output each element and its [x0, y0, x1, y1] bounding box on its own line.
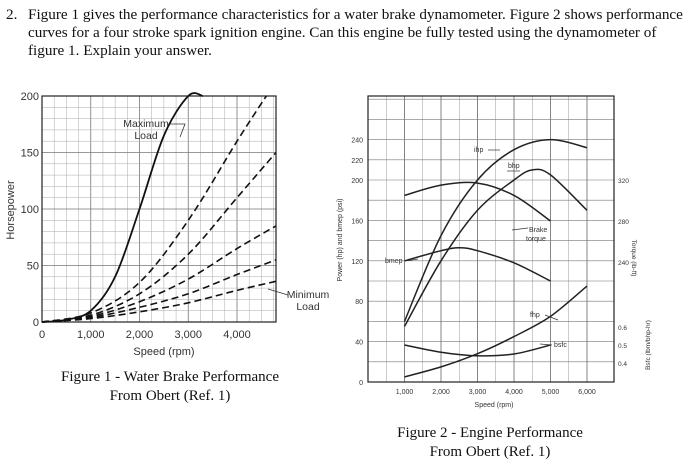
figure2: [337, 96, 652, 409]
figure2-caption-line1: Figure 2 - Engine Performance: [397, 425, 583, 441]
figure1-x-ticks: [39, 329, 251, 341]
figure1-ytick: 100: [20, 204, 39, 216]
figure1-ytick: 50: [26, 260, 39, 273]
label-minimum: Minimum: [286, 289, 330, 301]
figure1-ytick: 0: [32, 317, 39, 329]
minimum-load-leader: [268, 289, 288, 295]
label-brake: Brake: [529, 227, 548, 234]
figure2-torque-ticks: [618, 178, 629, 267]
figure2-ytick: 0: [359, 380, 363, 387]
figure2-ytick: 40: [355, 339, 363, 347]
question-text: Figure 1 gives the performance characteristics for a water brake dynamometer. Figure 2 shows performance curves for a four stroke spark ignition engine. Can this engine be fully tested using the dynamometer of figure 1. Explain your answer.: [28, 6, 683, 59]
figure1-series-6: [42, 281, 276, 322]
figure2-ylabel-bsfc: Bsfc (lbm/bhp-hr): [645, 320, 652, 370]
label-ihp: ihp: [474, 147, 484, 154]
figure2-ytick: 80: [355, 299, 363, 307]
figure2-ylabel-left: Power (hp) and bmep (psi): [337, 198, 344, 282]
maximum-load-leader: [170, 124, 185, 137]
figure1-caption-line1: Figure 1 - Water Brake Performance: [60, 369, 279, 385]
figure2-xtick: 4,000: [505, 389, 523, 396]
figure1-xlabel: Speed (rpm): [133, 346, 195, 358]
figure2-bsfc-tick: 0.6: [618, 325, 628, 332]
figure2-xtick: 6,000: [578, 389, 596, 396]
question-number: 2.: [6, 6, 18, 23]
figure1-series-5: [42, 260, 276, 322]
figure2-ylabel-torque: Torque (lb-ft): [630, 239, 637, 277]
figure1-ytick: 200: [20, 91, 39, 103]
figure2-grid: [368, 96, 614, 382]
figure2-ytick: 160: [351, 218, 363, 226]
figure2-bsfc-tick: 0.4: [618, 361, 628, 368]
figure2-caption: [340, 424, 640, 462]
figure1-xtick: 1,000: [76, 329, 105, 341]
figure1-xtick: 3,000: [174, 329, 203, 341]
figure2-x-ticks: [396, 389, 596, 396]
figure2-xtick: 1,000: [395, 389, 414, 396]
figure1-caption-line2: From Obert (Ref. 1): [109, 388, 231, 404]
figure2-torque-tick: 280: [618, 219, 629, 226]
figure1-series-4: [42, 226, 276, 322]
brake-arrow: [512, 228, 528, 230]
figure2-xtick: 5,000: [541, 389, 560, 396]
figure2-xtick: 3,000: [468, 389, 487, 396]
figure2-bsfc-tick: 0.5: [618, 343, 628, 350]
label-minimum-load: Load: [296, 301, 320, 313]
figure2-ytick: 240: [351, 137, 363, 145]
figure2-ytick: 200: [351, 178, 363, 185]
figure1-ytick: 150: [20, 147, 39, 160]
figure1-series-3: [42, 153, 276, 323]
figure1-y-ticks: [21, 91, 39, 329]
label-torque: torque: [526, 236, 546, 243]
figure1-xtick: 4,000: [223, 329, 251, 341]
figure2-y-ticks: [351, 138, 363, 387]
figure2-ytick: 120: [351, 258, 363, 266]
label-bhp: bhp: [508, 163, 520, 170]
figure2-torque-tick: 320: [618, 178, 629, 185]
figure2-bsfc-ticks: [618, 325, 627, 368]
figure2-caption-line2: From Obert (Ref. 1): [429, 444, 551, 460]
figure2-torque-tick: 240: [618, 260, 629, 267]
figure2-xlabel: Speed (rpm): [474, 402, 514, 409]
label-maximum: Maximum: [123, 118, 169, 130]
label-fhp: fhp: [530, 312, 540, 319]
label-bmep: bmep: [385, 258, 403, 265]
figure2-xtick: 2,000: [432, 389, 450, 396]
figure2-ytick: 220: [351, 157, 363, 165]
figure1: [5, 91, 330, 358]
figure1-ylabel: Horsepower: [5, 180, 17, 240]
figure1-caption: [20, 368, 320, 406]
figure1-xtick: 0: [38, 329, 46, 341]
label-bsfc: bsfc: [554, 342, 567, 349]
figure1-xtick: 2,000: [125, 329, 154, 341]
label-maximum-load: Load: [134, 130, 158, 142]
